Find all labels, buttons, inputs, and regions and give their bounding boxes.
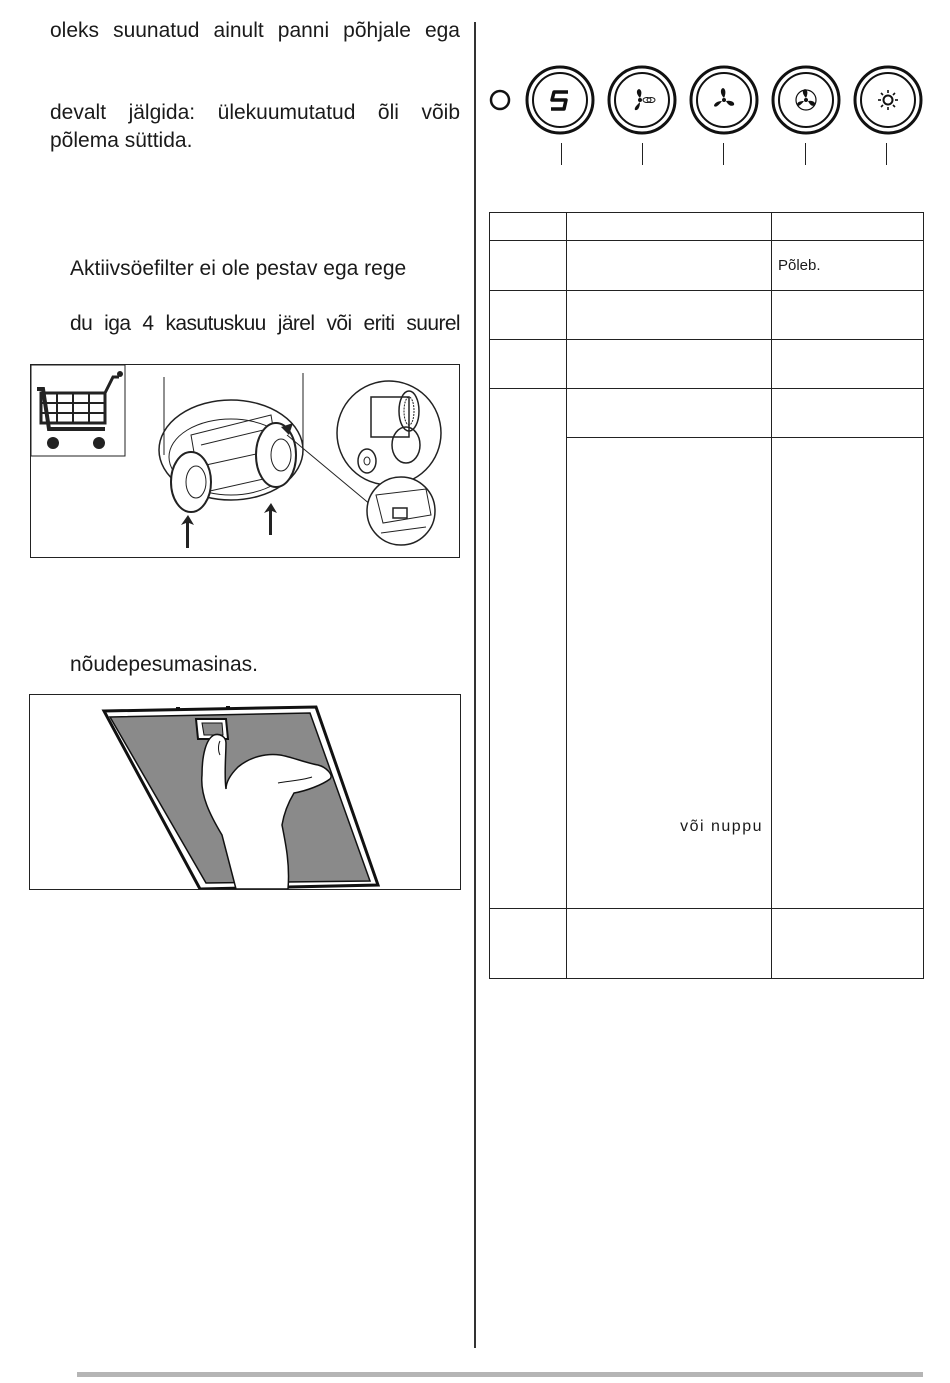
table-cell xyxy=(567,241,772,291)
grease-filter-figure xyxy=(29,694,461,890)
paragraph-2-line-1: devalt jälgida: ülekuumutatud õli võib xyxy=(50,101,460,124)
paragraph-4-line: nõudepesumasinas. xyxy=(70,653,258,676)
table-row xyxy=(490,389,924,438)
paragraph-1-line: oleks suunatud ainult panni põhjale ega xyxy=(50,19,460,42)
hood-filter-removal-illustration xyxy=(159,373,441,548)
table-cell xyxy=(490,213,567,241)
paragraph-3-line-2: du iga 4 kasutuskuu järel või eriti suurel xyxy=(70,312,460,335)
column-divider xyxy=(474,22,476,1348)
filter-removal-figure xyxy=(30,364,460,558)
table-cell xyxy=(567,389,772,438)
callout-line xyxy=(561,143,562,165)
paragraph-3-line-1: Aktiivsöefilter ei ole pestav ega rege xyxy=(70,257,407,280)
table-cell xyxy=(772,291,924,340)
table-cell xyxy=(490,340,567,389)
table-cell xyxy=(772,389,924,438)
footer-rule xyxy=(77,1372,923,1377)
fan-speed-2-button[interactable] xyxy=(689,65,759,135)
table-cell xyxy=(567,340,772,389)
table-cell-text: Põleb. xyxy=(778,257,821,274)
grease-filter-hand-illustration xyxy=(104,707,378,889)
callout-line xyxy=(642,143,643,165)
callout-line xyxy=(886,143,887,165)
table-cell xyxy=(567,438,772,909)
table-header-row xyxy=(490,213,924,241)
table-cell xyxy=(490,241,567,291)
table-row xyxy=(490,340,924,389)
table-cell xyxy=(490,389,567,909)
table-cell xyxy=(772,213,924,241)
power-indicator-icon xyxy=(488,88,512,112)
table-cell xyxy=(772,438,924,909)
table-cell xyxy=(490,909,567,979)
table-row xyxy=(490,241,924,291)
fan-speed-1-button[interactable] xyxy=(607,65,677,135)
paragraph-2-line-2: põlema süttida. xyxy=(50,129,193,152)
table-row xyxy=(490,909,924,979)
table-cell xyxy=(772,340,924,389)
delay-off-button[interactable] xyxy=(525,65,595,135)
table-note: või nuppu xyxy=(680,818,763,835)
table-cell xyxy=(567,909,772,979)
control-function-table xyxy=(489,212,924,979)
table-cell xyxy=(772,241,924,291)
callout-line xyxy=(805,143,806,165)
table-cell xyxy=(772,909,924,979)
table-cell xyxy=(567,291,772,340)
shopping-cart-icon xyxy=(31,365,125,456)
table-cell xyxy=(490,291,567,340)
callout-line xyxy=(723,143,724,165)
table-row xyxy=(490,291,924,340)
light-button[interactable] xyxy=(853,65,923,135)
table-cell xyxy=(567,213,772,241)
fan-speed-3-button[interactable] xyxy=(771,65,841,135)
